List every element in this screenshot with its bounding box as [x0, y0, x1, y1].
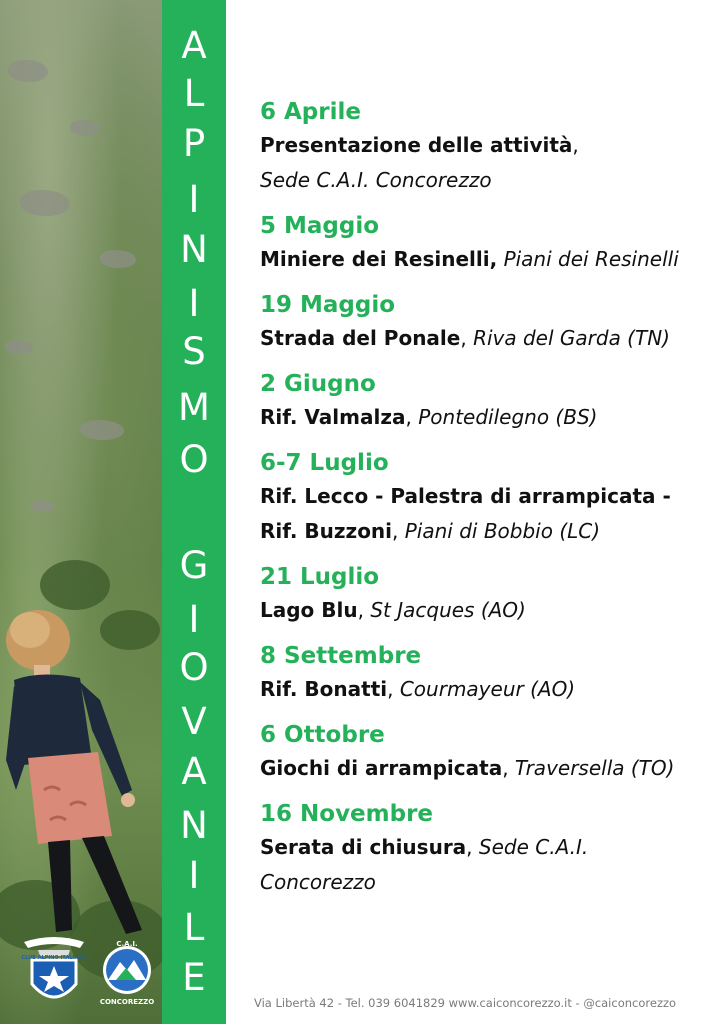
event-date: 5 Maggio — [260, 213, 380, 239]
event-separator: , — [405, 405, 412, 429]
title-letter: P — [182, 122, 206, 165]
event-place: Strada del Ponale — [260, 326, 461, 350]
footer-contact: Via Libertà 42 - Tel. 039 6041829 www.caiconcorezzo.it - @caiconcorezzo — [254, 996, 677, 1010]
event-date: 2 Giugno — [260, 371, 376, 397]
title-letter: N — [180, 228, 208, 271]
event-separator: , — [572, 133, 579, 157]
title-letter: O — [179, 646, 209, 689]
club-alpino-label: CLUB ALPINO ITALIANO — [21, 955, 87, 961]
event-date: 16 Novembre — [260, 801, 434, 827]
event-item — [260, 210, 710, 277]
title-letter: S — [182, 330, 206, 373]
title-letter: L — [183, 72, 205, 115]
title-letter: I — [188, 854, 200, 897]
event-item — [260, 289, 710, 356]
title-letter: O — [179, 438, 209, 481]
title-letter: E — [182, 956, 206, 999]
event-date: 6-7 Luglio — [260, 450, 389, 476]
event-list — [260, 96, 710, 912]
event-location: St Jacques (AO) — [370, 598, 526, 622]
child-figure — [0, 0, 162, 1024]
event-place: Serata di chiusura — [260, 835, 467, 859]
title-letter: I — [188, 178, 200, 221]
event-date: 19 Maggio — [260, 292, 396, 318]
title-letter: L — [183, 906, 205, 949]
event-date: 6 Aprile — [260, 99, 361, 125]
event-place: Rif. Valmalza — [260, 405, 406, 429]
title-letter: A — [181, 750, 207, 793]
background-photo — [0, 0, 162, 1024]
title-letter: G — [179, 544, 209, 587]
title-band — [162, 0, 226, 1024]
event-separator: , — [466, 835, 473, 859]
event-item — [260, 447, 710, 549]
event-place: Lago Blu — [260, 598, 358, 622]
event-separator: , — [460, 326, 467, 350]
event-location: Piani di Bobbio (LC) — [404, 519, 601, 543]
event-item — [260, 640, 710, 707]
event-item — [260, 798, 710, 900]
event-place: Miniere dei Resinelli, — [260, 247, 498, 271]
title-letter: V — [181, 700, 207, 743]
event-location: Piani dei Resinelli — [503, 247, 679, 271]
club-alpino-logo — [18, 934, 90, 1012]
event-location: Sede C.A.I. Concorezzo — [260, 835, 589, 894]
event-location: Traversella (TO) — [514, 756, 675, 780]
event-place: Rif. Bonatti — [260, 677, 388, 701]
title-letter: N — [180, 804, 208, 847]
event-date: 21 Luglio — [260, 564, 380, 590]
event-item — [260, 561, 710, 628]
event-location: Sede C.A.I. Concorezzo — [260, 168, 492, 192]
event-date: 6 Ottobre — [260, 722, 385, 748]
event-separator: , — [357, 598, 364, 622]
event-place: Giochi di arrampicata — [260, 756, 503, 780]
event-location: Pontedilegno (BS) — [418, 405, 598, 429]
event-place: Rif. Lecco - Palestra di arrampicata - Rif. Buzzoni — [260, 484, 671, 543]
event-place: Presentazione delle attività — [260, 133, 573, 157]
cai-top-label: C.A.I. — [116, 940, 138, 948]
event-location: Riva del Garda (TN) — [473, 326, 670, 350]
title-letter: A — [181, 24, 207, 67]
cai-concorezzo-logo — [96, 938, 158, 1010]
title-letter: I — [188, 598, 200, 641]
event-separator: , — [392, 519, 399, 543]
title-letter: M — [178, 386, 210, 429]
event-separator: , — [387, 677, 394, 701]
event-item — [260, 96, 710, 198]
event-item — [260, 719, 710, 786]
event-location: Courmayeur (AO) — [399, 677, 576, 701]
event-date: 8 Settembre — [260, 643, 422, 669]
title-letter: I — [188, 282, 200, 325]
cai-bottom-label: CONCOREZZO — [99, 998, 155, 1006]
event-item — [260, 368, 710, 435]
event-separator: , — [502, 756, 509, 780]
